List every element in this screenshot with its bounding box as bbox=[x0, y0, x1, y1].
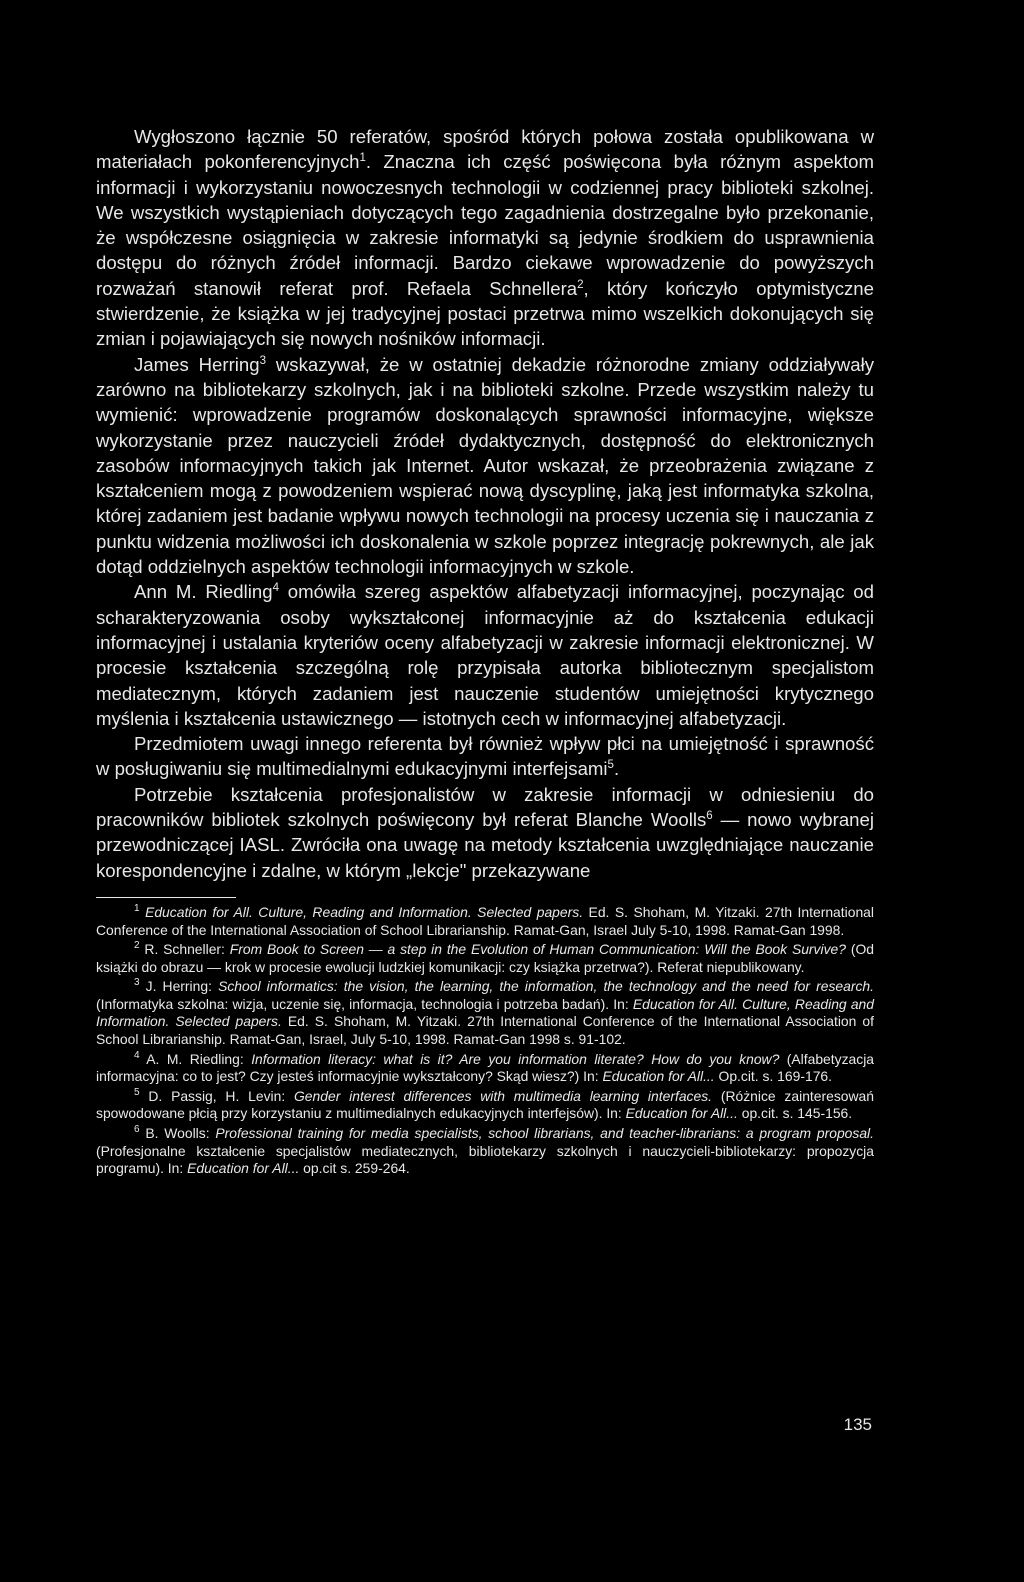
footnote-3: $^3$ J. Herring: School informatics: the vision, the learning, the information, the technology and the need for research. (Informatyka szkolna: wizja, uczenie się, informacja, technologia i potrzeba badań). In: Education for All. Culture, Reading and Information. Selected papers. Ed. S. Shoham, M. Yitzaki. 27th International Conference of the International Association of School Librarianship. Ramat-Gan, Israel, July 5-10, 1998. Ramat-Gan 1998 s. 91-102. bbox=[96, 977, 875, 1048]
footnote-5: $^5$ D. Passig, H. Levin: Gender interest differences with multimedia learning interfaces. (Różnice zainteresowań spowodowane płcią przy korzystaniu z multimedialnych edukacyjnych interfejsów). In: Education for All... op.cit. s. 145-156. bbox=[96, 1086, 875, 1122]
paragraph-woolls: Potrzebie kształcenia profesjonalistów w zakresie informacji w odniesieniu do pracowników bibliotek szkolnych poświęcony był referat Blanche Woolls$^6$ — nowo wybranej przewodniczącej IASL. Zwróciła ona uwagę na metody kształcenia uwzględniające nauczanie korespondencyjne i zdalne, w którym „lekcje" przekazywane bbox=[96, 783, 874, 881]
footnote-ref-6: 6 bbox=[706, 809, 713, 822]
paragraph-herring: James Herring$^3$ wskazywał, że w ostatniej dekadzie różnorodne zmiany oddziaływały zarówno na bibliotekarzy szkolnych, jak i na biblioteki szkolne. Przede wszystkim należy tu wymienić: wprowadzenie programów doskonalących sprawności informacyjne, większe wykorzystanie przez nauczycieli źródeł dydaktycznych, dostępność do elektronicznych zasobów informacyjnych takich jak Internet. Autor wskazał, że przeobrażenia związane z kształceniem mogą z powodzeniem wspierać nową dyscyplinę, jaką jest informatyka szkolna, której zadaniem jest badanie wpływu nowych technologii na procesy uczenia się i nauczania z punktu widzenia możliwości ich doskonalenia w szkole poprzez integrację pokrewnych, ale jak dotąd oddzielnych aspektów technologii informacyjnych w szkole. bbox=[96, 353, 874, 578]
body-text bbox=[96, 124, 874, 883]
footnote-ref-3: 3 bbox=[259, 354, 266, 367]
footnote-4: $^4$ A. M. Riedling: Information literacy: what is it? Are you information literate? How do you know? (Alfabetyzacja informacyjna: co to jest? Czy jesteś informacyjnie wykształcony? Skąd wiesz?) In: Education for All... Op.cit. s. 169-176. bbox=[96, 1049, 874, 1085]
footnote-2: $^2$ R. Schneller: From Book to Screen — a step in the Evolution of Human Communication: Will the Book Survive? (Od książki do obrazu — krok w procesie ewolucji ludzkiej komunikacji: czy książka przetrwa?). Referat niepublikowany. bbox=[96, 939, 874, 975]
footnote-ref-2: 2 bbox=[577, 278, 584, 291]
footnote-divider bbox=[96, 897, 236, 898]
footnote-6: $^6$ B. Woolls: Professional training for media specialists, school librarians, and teacher-librarians: a program proposal. (Profesjonalne kształcenie specjalistów mediatecznych, bibliotekarzy szkolnych i nauczycieli-bibliotekarzy: propozycja programu). In: Education for All... op.cit s. 259-264. bbox=[96, 1123, 875, 1177]
footnotes bbox=[96, 904, 874, 1178]
paragraph-conference-overview: Wygłoszono łącznie 50 referatów, spośród których połowa została opublikowana w materiałach pokonferencyjnych$^1$. Znaczna ich część poświęcona była różnym aspektom informacji i wykorzystaniu nowoczesnych technologii w codziennej pracy biblioteki szkolnej. We wszystkich wystąpieniach dotyczących tego zagadnienia dostrzegalne było przekonanie, że współczesne osiągnięcia w zakresie informatyki są jedynie środkiem do usprawnienia dostępu do różnych źródeł informacji. Bardzo ciekawe wprowadzenie do powyższych rozważań stanowił referat prof. Refaela Schnellera$^2$, który kończyło optymistyczne stwierdzenie, że książka w jej tradycyjnej postaci przetrwa mimo wszelkich dokonujących się zmian i pojawiających się nowych nośników informacji. bbox=[96, 126, 874, 350]
footnote-ref-1: 1 bbox=[359, 152, 366, 165]
footnote-ref-4: 4 bbox=[272, 582, 279, 595]
footnote-1: $^1$ Education for All. Culture, Reading and Information. Selected papers. Ed. S. Shoham, M. Yitzaki. 27th International Conference of the International Association of School Librarianship. Ramat-Gan, Israel July 5-10, 1998. Ramat-Gan 1998. bbox=[96, 902, 874, 938]
page-number: 135 bbox=[843, 1415, 872, 1434]
footnote-ref-5: 5 bbox=[607, 759, 614, 772]
paragraph-riedling: Ann M. Riedling$^4$ omówiła szereg aspektów alfabetyzacji informacyjnej, poczynając od scharakteryzowania osoby wykształconej informacyjnie aż do kształcenia edukacji informacyjnej i ustalania kryteriów oceny alfabetyzacji w zakresie informacji elektronicznej. W procesie kształcenia szczególną rolę przypisała autorka bibliotecznym specjalistom mediatecznym, których zadaniem jest nauczenie studentów umiejętności krytycznego myślenia i kształcenia ustawicznego — istotnych cech w informacyjnej alfabetyzacji. bbox=[96, 581, 874, 729]
paragraph-gender: Przedmiotem uwagi innego referenta był również wpływ płci na umiejętność i sprawność w posługiwaniu się multimedialnymi edukacyjnymi interfejsami$^5$. bbox=[96, 733, 874, 780]
document-page bbox=[96, 124, 874, 1178]
